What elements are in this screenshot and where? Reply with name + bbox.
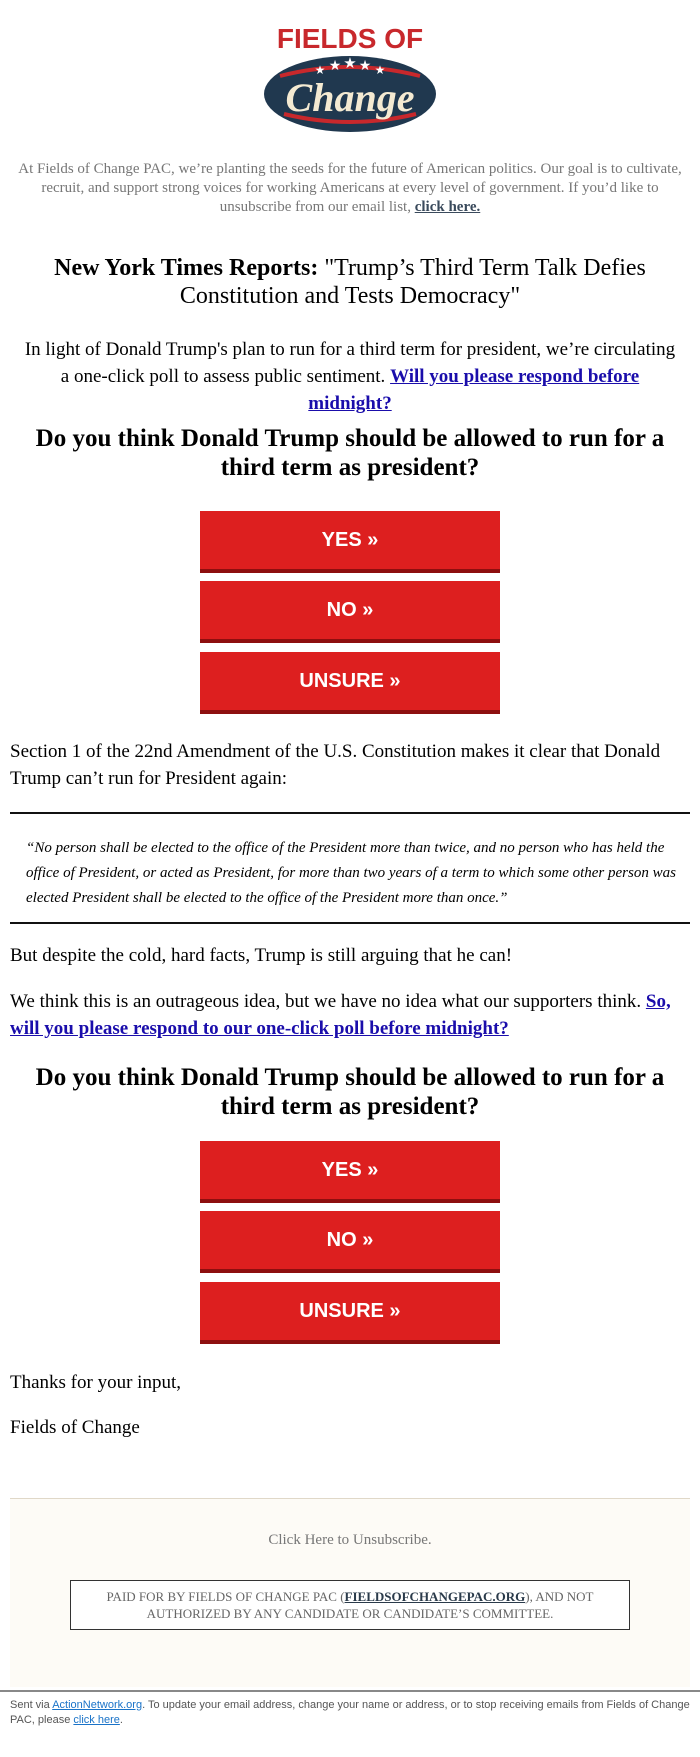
paid-prefix: PAID FOR BY FIELDS OF CHANGE PAC (: [106, 1589, 345, 1604]
svg-text:★: ★: [314, 63, 326, 77]
sent-middle: . To update your email address, change your name or address, or to stop receiving emails from Fields of Change PAC, please: [10, 1699, 690, 1726]
respond-link-top[interactable]: Will you please respond before midnight?: [308, 366, 640, 414]
amendment-intro: Section 1 of the 22nd Amendment of the U.S. Constitution makes it clear that Donald Trump can’t run for President again:: [10, 741, 661, 789]
sent-prefix: Sent via: [10, 1699, 50, 1711]
svg-text:★: ★: [343, 56, 357, 72]
actionnetwork-link[interactable]: ActionNetwork.org: [52, 1699, 143, 1711]
bottom-divider: [0, 1690, 700, 1692]
lead-body: In light of Donald Trump's plan to run for a third term for president, we’re circulating a one-click poll to assess public sentiment.: [24, 339, 676, 387]
paid-suffix: ), AND NOT AUTHORIZED BY ANY CANDIDATE OR CANDIDATE’S COMMITTEE.: [146, 1589, 594, 1621]
yes-button-1[interactable]: YES »: [200, 511, 500, 573]
svg-text:★: ★: [358, 59, 372, 74]
svg-text:★: ★: [328, 59, 342, 74]
headline-source: New York Times Reports:: [54, 255, 319, 281]
unsubscribe-link[interactable]: Click Here to Unsubscribe.: [268, 1532, 432, 1548]
headline-quote: "Trump’s Third Term Talk Defies Constitution and Tests Democracy": [179, 255, 646, 309]
intro-text: [10, 160, 690, 217]
no-button-2[interactable]: NO »: [200, 1211, 500, 1273]
unsure-button-2[interactable]: UNSURE »: [200, 1282, 500, 1344]
headline: [20, 254, 680, 310]
unsubscribe-link-top[interactable]: click here.: [414, 199, 481, 215]
respond-link-bottom[interactable]: So, will you please respond to our one-click poll before midnight?: [10, 991, 671, 1039]
svg-text:★: ★: [374, 63, 386, 77]
logo: [0, 18, 700, 136]
poll-question-1: Do you think Donald Trump should be allowed to run for a third term as president?: [35, 425, 665, 481]
signoff-name: Fields of Change: [10, 1417, 140, 1438]
despite-paragraph: But despite the cold, hard facts, Trump is still arguing that he can!: [10, 945, 513, 966]
no-button-1[interactable]: NO »: [200, 581, 500, 643]
sent-via-note: [10, 1698, 690, 1728]
outrageous-paragraph: [10, 988, 690, 1042]
intro-body: At Fields of Change PAC, we’re planting the seeds for the future of American politics. Our goal is to cultivate, recruit, and support strong voices for working Americans at every level of government. If you’d like to unsubscribe from our email list,: [18, 161, 682, 215]
manage-preferences-link[interactable]: click here: [73, 1714, 120, 1726]
pac-website-link[interactable]: FIELDSOFCHANGEPAC.ORG: [344, 1589, 526, 1604]
sent-suffix: .: [119, 1714, 123, 1726]
quote-rule-top: [10, 812, 690, 814]
logo-line2: Change: [285, 75, 415, 120]
lead-paragraph: [22, 336, 678, 417]
fields-of-change-logo: [260, 18, 440, 136]
paid-for-disclaimer: [70, 1580, 630, 1630]
quote-rule-bottom: [10, 922, 690, 924]
amendment-quote: “No person shall be elected to the office of the President more than twice, and no person who has held the office of President, or acted as President, for more than two years of a term to which some other person was elected President shall be elected to the office of the President more than once.”: [26, 840, 676, 906]
unsure-button-1[interactable]: UNSURE »: [200, 652, 500, 714]
outrageous-body: We think this is an outrageous idea, but we have no idea what our supporters think.: [10, 991, 642, 1012]
poll-question-2: Do you think Donald Trump should be allowed to run for a third term as president?: [35, 1064, 665, 1120]
thanks-text: Thanks for your input,: [10, 1372, 181, 1393]
logo-line1: FIELDS OF: [276, 23, 424, 54]
yes-button-2[interactable]: YES »: [200, 1141, 500, 1203]
